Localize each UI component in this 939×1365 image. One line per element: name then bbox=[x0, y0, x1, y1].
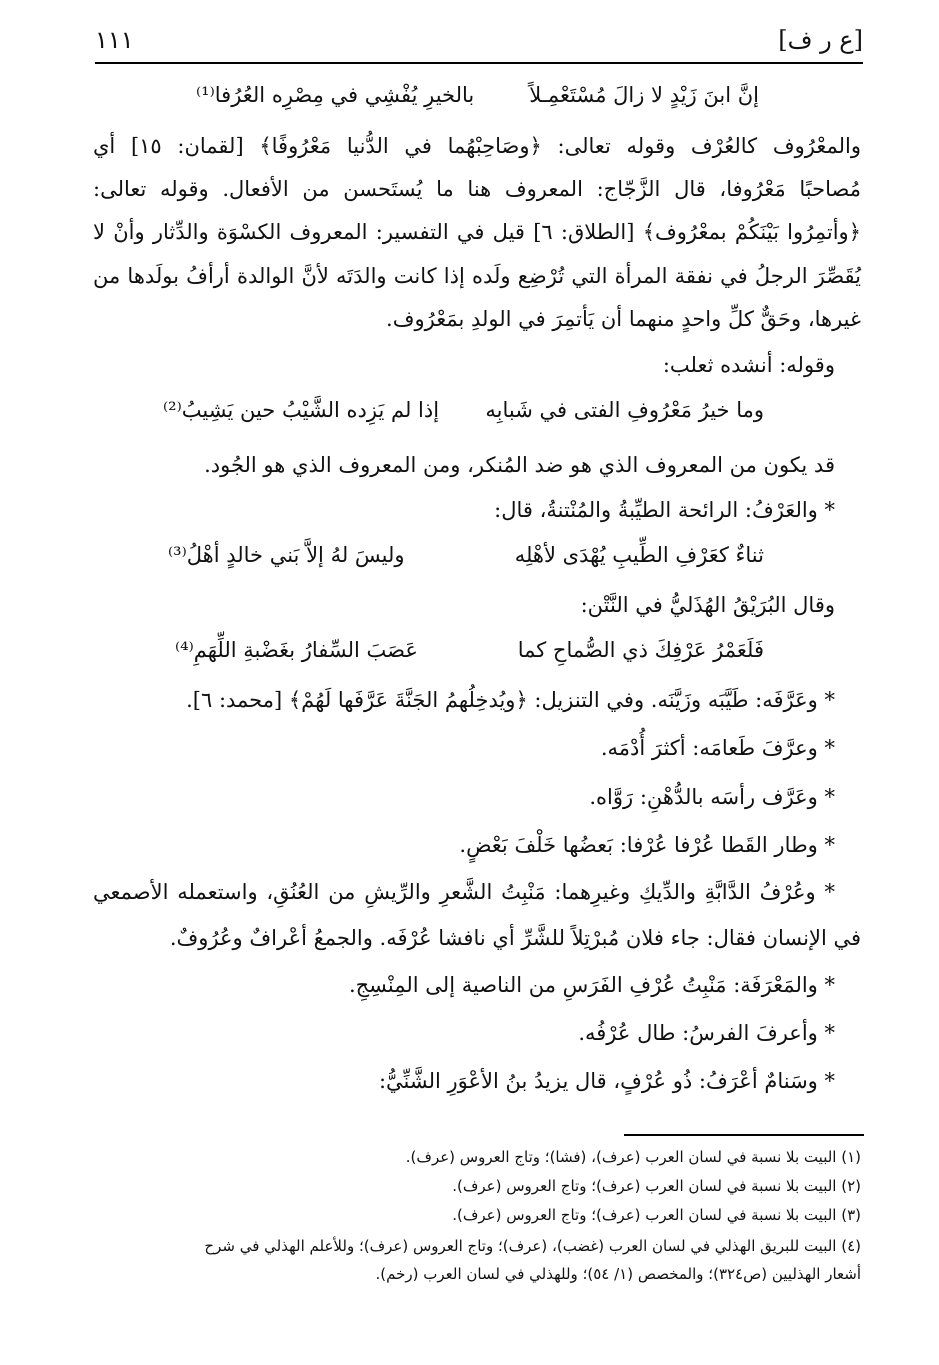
text-line: * وعَرَّفَه: طَيَّبَه وزَيَّنَه. وفي التنزيل: ﴿ويُدخِلُهمُ الجَنَّةَ عَرَّفَها لَهُمْ﴾ [محمد: ٦]. bbox=[186, 688, 835, 712]
text-line: * وعُرْفُ الدَّابَّةِ والدِّيكِ وغيرِهما: مَنْبِتُ الشَّعرِ والرِّيشِ من العُنُقِ، واستعمله الأصمعي bbox=[93, 880, 835, 904]
verse-1-second-hemistich: بالخيرِ يُفْشِي في مِصْرِه العُرُفا⁽¹⁾ bbox=[196, 83, 475, 107]
text-line: * وأعرفَ الفرسُ: طال عُرْفُه. bbox=[578, 1021, 835, 1045]
text-line: * وطار القَطا عُرْفا عُرْفا: بَعضُها خَلْفَ بَعْضٍ. bbox=[459, 833, 835, 857]
footnote: (٢) البيت بلا نسبة في لسان العرب (عرف)؛ وتاج العروس (عرف). bbox=[452, 1177, 861, 1195]
footnote-rule bbox=[624, 1134, 864, 1136]
footnote: أشعار الهذليين (ص٣٢٤)؛ والمخصص (١/ ٥٤)؛ وللهذلي في لسان العرب (رخم). bbox=[375, 1265, 861, 1283]
text-line: * والعَرْفُ: الرائحة الطيِّبةُ والمُنْتنةُ، قال: bbox=[494, 498, 835, 522]
verse-2-second-hemistich: إذا لم يَزِده الشَّيْبُ حين يَشِيبُ⁽²⁾ bbox=[163, 398, 440, 422]
verse-3-second-hemistich: وليسَ لهُ إلاَّ بَني خالدٍ أهْلُ⁽³⁾ bbox=[168, 543, 405, 567]
verse-3-first-hemistich: ثناءٌ كعَرْفِ الطِّيبِ يُهْدَى لأهْلِه bbox=[514, 543, 764, 567]
verse-4-first-hemistich: فَلَعَمْرُ عَرْفِكَ ذي الصُّماحِ كما bbox=[517, 638, 764, 662]
text-line: * والمَعْرَفَة: مَنْبِتُ عُرْفِ الفَرَسِ من الناصية إلى المِنْسِجِ. bbox=[348, 973, 835, 997]
text-line: وقال البُرَيْقُ الهُذَليُّ في النَّتْن: bbox=[580, 593, 835, 617]
footnote: (١) البيت بلا نسبة في لسان العرب (عرف)، (فشا)؛ وتاج العروس (عرف). bbox=[405, 1148, 861, 1166]
text-line: في الإنسان فقال: جاء فلان مُبرْتِلاً للشَّرِّ أي نافشا عُرْفَه. والجمعُ أعْرافٌ وعُرُوفٌ. bbox=[169, 926, 861, 950]
verse-2-first-hemistich: وما خيرُ مَعْرُوفِ الفتى في شَبابِه bbox=[485, 398, 764, 422]
footnote: (٤) البيت للبريق الهذلي في لسان العرب (غضب)، (عرف)؛ وتاج العروس (عرف)؛ وللأعلم الهذلي في شرح bbox=[204, 1237, 861, 1255]
text-line: * وعَرَّف رأسَه بالدُّهْنِ: رَوَّاه. bbox=[589, 785, 835, 809]
text-line: قد يكون من المعروف الذي هو ضد المُنكر، ومن المعروف الذي هو الجُود. bbox=[204, 453, 835, 477]
root-heading: [ع ر ف] bbox=[778, 26, 863, 54]
text-line: غيرها، وحَقٌّ كلِّ واحدٍ منهما أن يَأتمِرَ في الولدِ بمَعْرُوف. bbox=[386, 307, 861, 331]
text-line: ﴿وأتمِرُوا بَيْنَكُمْ بمعْرُوف﴾ [الطلاق: ٦] قيل في التفسير: المعروف الكسْوَة والدِّثار وأنْ لا bbox=[93, 220, 861, 244]
page-header bbox=[95, 24, 863, 64]
verse-4-second-hemistich: عَصَبَ السِّفارُ بغَضْبةِ اللِّهَمِ⁽⁴⁾ bbox=[175, 638, 418, 662]
text-line: وقوله: أنشده ثعلب: bbox=[662, 353, 835, 377]
text-line: والمعْرُوف كالعُرْف وقوله تعالى: ﴿وصَاحِبْهُما في الدُّنيا مَعْرُوفًا﴾ [لقمان: ١٥] أي bbox=[93, 134, 862, 158]
text-line: * وعرَّفَ طَعامَه: أكثرَ أُدْمَه. bbox=[600, 736, 835, 760]
text-line: يُقَصِّرَ الرجلُ في نفقة المرأة التي تُرْضِع ولَده إذا كانت والدَتَه لأنَّ الوالدة أرأفُ بولَدها من bbox=[93, 264, 861, 288]
footnote: (٣) البيت بلا نسبة في لسان العرب (عرف)؛ وتاج العروس (عرف). bbox=[452, 1206, 861, 1224]
text-line: * وسَنامٌ أعْرَفُ: ذُو عُرْفٍ، قال يزيدُ بنُ الأعْوَرِ الشَّنِّيُّ: bbox=[378, 1069, 835, 1093]
verse-1-first-hemistich: إنَّ ابنَ زَيْدٍ لا زالَ مُسْتَعْمِـلاً bbox=[529, 83, 759, 107]
page-number: ١١١ bbox=[95, 26, 134, 54]
text-line: مُصاحبًا مَعْرُوفا، قال الزَّجّاج: المعروف هنا ما يُستَحسن من الأفعال. وقوله تعالى: bbox=[93, 177, 861, 201]
